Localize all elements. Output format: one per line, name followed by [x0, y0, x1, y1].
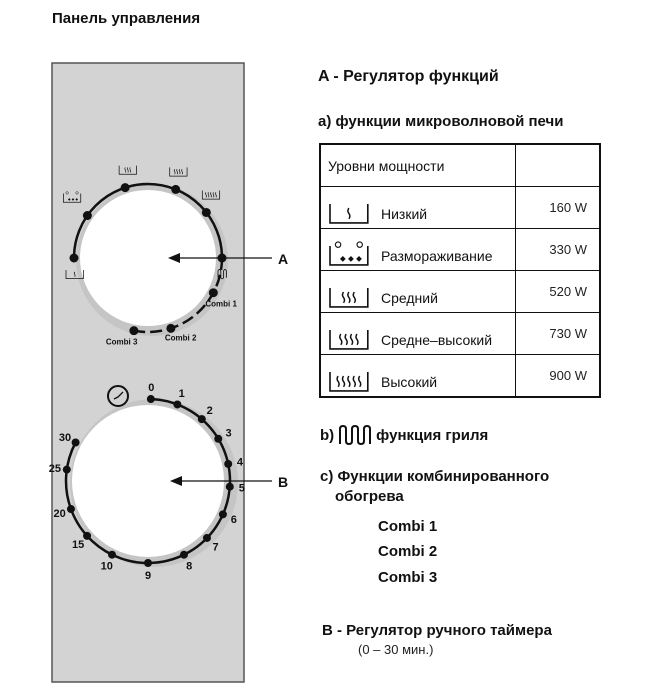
function-position-dot[interactable]	[83, 211, 92, 220]
function-position-label: Combi 2	[164, 333, 197, 343]
power-level-cell	[320, 271, 516, 313]
microwave-functions-heading: a) функции микроволновой печи	[318, 113, 564, 130]
timer-tick-label: 7	[212, 541, 219, 554]
table-row	[320, 313, 600, 355]
power-levels-table	[319, 143, 601, 398]
section-a-heading: A - Регулятор функций	[318, 68, 499, 85]
timer-tick-label: 0	[148, 382, 155, 395]
function-position-dot[interactable]	[171, 185, 180, 194]
combi-heading-line2: обогрева	[335, 488, 404, 505]
power-level-value: 520 W	[516, 271, 601, 313]
medium-power-icon	[326, 274, 372, 308]
combi-item-3: Combi 3	[378, 569, 438, 586]
power-level-cell	[320, 313, 516, 355]
page-title: Панель управления	[52, 10, 201, 27]
timer-tick-dot[interactable]	[63, 466, 71, 474]
function-position-dot[interactable]	[129, 326, 138, 335]
power-level-label: Размораживание	[381, 248, 493, 264]
timer-tick-dot[interactable]	[203, 534, 211, 542]
timer-tick-dot[interactable]	[226, 483, 234, 491]
function-position-dot[interactable]	[121, 183, 130, 192]
power-level-cell	[320, 355, 516, 398]
timer-tick-label: 10	[100, 560, 113, 573]
section-b-subheading: (0 – 30 мин.)	[358, 642, 434, 657]
power-level-cell	[320, 229, 516, 271]
table-row	[320, 229, 600, 271]
power-level-cell	[320, 187, 516, 229]
timer-tick-label: 5	[238, 482, 245, 495]
timer-tick-label: 30	[58, 431, 72, 444]
function-position-label: Combi 3	[105, 337, 138, 347]
function-position-dot[interactable]	[202, 208, 211, 217]
combi-heading-line1: c) Функции комбинированного	[320, 468, 550, 485]
function-position-dot[interactable]	[70, 254, 79, 263]
timer-tick-dot[interactable]	[72, 439, 80, 447]
timer-tick-dot[interactable]	[219, 510, 227, 518]
timer-tick-dot[interactable]	[214, 435, 222, 443]
control-panel	[52, 63, 244, 682]
table-header-row	[320, 144, 600, 187]
pointer-a-label: A	[278, 251, 289, 267]
timer-tick-label: 15	[72, 538, 85, 551]
timer-tick-label: 20	[53, 508, 66, 521]
timer-tick-dot[interactable]	[108, 551, 116, 559]
low-power-icon	[326, 190, 372, 224]
combi-heading	[320, 467, 549, 507]
timer-tick-label: 2	[206, 405, 213, 418]
timer-tick-dot[interactable]	[147, 395, 155, 403]
grill-icon	[338, 425, 372, 445]
timer-tick-label: 4	[236, 456, 244, 469]
high-power-icon	[326, 358, 372, 392]
pointer-b-label: B	[278, 474, 289, 490]
power-level-value: 330 W	[516, 229, 601, 271]
table-row	[320, 271, 600, 313]
power-value-header	[516, 144, 601, 187]
grill-label: функция гриля	[376, 426, 489, 444]
timer-tick-label: 1	[178, 388, 185, 401]
table-row	[320, 355, 600, 398]
timer-tick-label: 8	[186, 560, 193, 573]
combi-item-2: Combi 2	[378, 543, 438, 560]
power-levels-header: Уровни мощности	[328, 157, 445, 174]
timer-tick-dot[interactable]	[198, 415, 206, 423]
function-position-dot[interactable]	[166, 324, 175, 333]
power-level-label: Низкий	[381, 206, 428, 222]
power-level-label: Средне–высокий	[381, 332, 493, 348]
medium-high-power-icon	[326, 316, 372, 350]
power-level-label: Средний	[381, 290, 438, 306]
timer-tick-label: 6	[230, 514, 237, 527]
table-row	[320, 187, 600, 229]
grill-function-line	[320, 425, 488, 445]
power-level-label: Высокий	[381, 374, 438, 390]
timer-tick-label: 9	[144, 570, 152, 582]
power-level-value: 160 W	[516, 187, 601, 229]
function-position-dot[interactable]	[209, 288, 218, 297]
timer-tick-dot[interactable]	[67, 505, 75, 513]
function-position-label: Combi 1	[205, 299, 237, 309]
timer-tick-dot[interactable]	[173, 400, 181, 408]
combi-item-1: Combi 1	[378, 518, 438, 535]
timer-tick-label: 25	[48, 462, 62, 475]
defrost-icon	[326, 232, 372, 266]
timer-tick-dot[interactable]	[144, 559, 152, 567]
timer-tick-dot[interactable]	[224, 460, 232, 468]
power-level-value: 900 W	[516, 355, 601, 398]
section-b-heading: B - Регулятор ручного таймера	[322, 622, 552, 639]
power-level-value: 730 W	[516, 313, 601, 355]
timer-tick-dot[interactable]	[180, 551, 188, 559]
grill-prefix: b)	[320, 426, 335, 444]
timer-tick-label: 3	[225, 427, 232, 440]
